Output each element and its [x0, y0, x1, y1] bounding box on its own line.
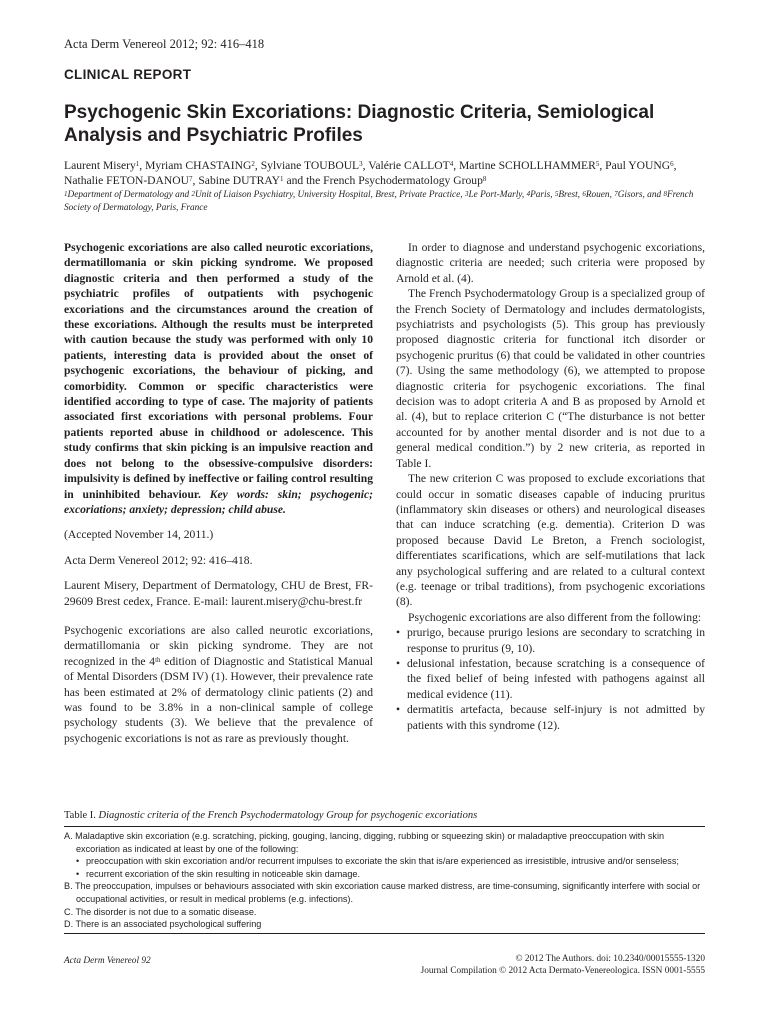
table-bottom-rule: [64, 933, 705, 934]
criteria-table: [64, 830, 705, 931]
affiliation-text: French Society of Dermatology, Paris, France: [64, 190, 694, 213]
affiliation-marker: 1: [64, 190, 68, 198]
paragraph: The new criterion C was proposed to exclude excoriations that could occur in somatic diseases capable of inducing pruritus (inflammatory skin diseases or others) and neurological diseases that can induce scratching (e.g. dementia). Criterion D was proposed because David Le Breton, a French sociologist, differentiates scarifications, which are self-mutilations that lack any psychological suffering and are related to a cultural context (e.g. teenage or tribal traditions), from psychogenic excoriations (8).: [396, 472, 705, 609]
author: Myriam CHASTAING: [145, 159, 252, 172]
intro-text: edition of Diagnostic and Statistical Manual of Mental Disorders (DSM IV) (1). However, their prevalence rate has been estimated at 2% of dermatology clinic patients (2) and was found to be 3.8% in a non-clinical sample of college psychology students (3). We believe that the prevalence of psychogenic excoriations is not as rare as previously thought.: [64, 654, 374, 745]
table-subitem: • recurrent excoriation of the skin resulting in noticeable skin damage.: [64, 868, 705, 881]
right-column: [396, 240, 705, 733]
paragraph: The French Psychodermatology Group is a specialized group of the French Society of Dermatology and includes dermatologists, psychiatrists and psychologists (5). This group has previously proposed diagnostic criteria for functional itch disorder or psychogenic pruritus (6) that could be validated in other countries (7). Using the same methodology (6), we attempted to propose diagnostic criteria for psychogenic excoriations. The final decision was to adopt criteria A and B as proposed by Arnold et al. (4), but to replace criterion C (“The disturbance is not better accounted for by another mental disorder and is not due to a general medical condition.”) by 2 new criteria, as reported in Table I.: [396, 287, 705, 470]
author-list: Laurent Misery$^1$, Myriam CHASTAING$^2$, Sylviane TOUBOUL$^3$, Valérie CALLOT$^4$, Martine SCHOLLHAMMER$^5$, Paul YOUNG$^6$, Nathalie FETON-DANOU$^7$, Sabine DUTRAY$^1$ and the French Psychodermatology Group$^8$: [64, 159, 677, 187]
author: Paul YOUNG: [605, 159, 671, 172]
affiliation-marker: 8: [663, 190, 667, 198]
table-row: D. There is an associated psychological suffering: [64, 919, 262, 930]
affiliation-marker: 6: [582, 190, 586, 198]
article-title: Psychogenic Skin Excoriations: Diagnostic Criteria, Semiological Analysis and Psychiatric Profiles: [64, 102, 655, 146]
accepted-date: (Accepted November 14, 2011.): [64, 528, 214, 542]
author: Martine SCHOLLHAMMER: [459, 159, 596, 172]
affiliation-text: Unit of Liaison Psychiatry, University Hospital, Brest, Private Practice,: [194, 190, 465, 200]
table-row: C. The disorder is not due to a somatic disease.: [64, 906, 257, 917]
footer-issn: Journal Compilation © 2012 Acta Dermato-Venereologica. ISSN 0001-5555: [420, 966, 705, 976]
affiliation-marker: 4: [449, 160, 454, 168]
intro-paragraph: [64, 623, 373, 746]
keywords: Key words: skin; psychogenic; excoriations; anxiety; depression; child abuse.: [64, 487, 373, 516]
affiliations: [64, 189, 714, 215]
affiliation-marker: 6: [670, 160, 674, 168]
affiliation-marker: 1: [280, 175, 284, 183]
paragraph: Psychogenic excoriations are also different from the following:: [408, 610, 702, 624]
list-item: • prurigo, because prurigo lesions are secondary to scratching in response to pruritus (9, 10).: [396, 625, 705, 656]
bullet-list: [396, 625, 705, 733]
affiliation-marker: 3: [464, 190, 469, 198]
paragraph: In order to diagnose and understand psychogenic excoriations, diagnostic criteria are needed; such criteria were proposed by Arnold et al. (4).: [396, 241, 705, 285]
table-label: Table I.: [64, 810, 96, 821]
correspondence: Laurent Misery, Department of Dermatology, CHU de Brest, FR-29609 Brest cedex, France. E-mail: laurent.misery@chu-brest.fr: [64, 579, 373, 608]
citation-repeat: Acta Derm Venereol 2012; 92: 416–418.: [64, 553, 253, 567]
affiliation-marker: 7: [614, 190, 618, 198]
footer-copyright: [400, 953, 705, 977]
table-caption-text: Diagnostic criteria of the French Psychodermatology Group for psychogenic excoriations: [98, 810, 478, 821]
affiliation-text: Rouen,: [585, 190, 615, 200]
affiliation-marker: 7: [189, 175, 193, 183]
affiliation-marker: 2: [191, 190, 195, 198]
journal-citation: Acta Derm Venereol 2012; 92: 416–418: [64, 37, 265, 51]
affiliation-text: Paris,: [530, 190, 555, 200]
footer-doi: © 2012 The Authors. doi: 10.2340/00015555-1320: [515, 954, 705, 964]
affiliation-text: Gisors, and: [617, 190, 664, 200]
affiliation-marker: 5: [595, 160, 600, 168]
affiliation-marker: 4: [526, 190, 531, 198]
author: Sabine DUTRAY: [198, 174, 281, 187]
left-column: [64, 240, 373, 746]
affiliation-marker: 8: [482, 175, 487, 183]
table-caption: [64, 810, 714, 821]
affiliation-text: Brest,: [558, 190, 583, 200]
author: Valérie CALLOT: [368, 159, 450, 172]
affiliation-text: Department of Dermatology and: [67, 190, 192, 200]
list-item: • dermatitis artefacta, because self-injury is not admitted by patients with this syndrome (12).: [396, 702, 705, 733]
affiliation-marker: 3: [359, 160, 363, 168]
author: Laurent Misery: [64, 159, 136, 172]
author: Nathalie FETON-DANOU: [64, 174, 190, 187]
table-row: A. Maladaptive skin excoriation (e.g. scratching, picking, gouging, lancing, digging, rubbing or squeezing skin) or maladaptive preoccupation with skin excoriation as indicated at least by one of the following:: [64, 831, 665, 854]
table-row: B. The preoccupation, impulses or behaviours associated with skin excoriation cause marked distress, are time-consuming, significantly interfere with social or occupational activities, or result in medical problems (e.g. infections).: [64, 881, 701, 904]
affiliation-marker: 1: [135, 160, 140, 168]
table-top-rule: [64, 826, 705, 827]
affiliation-marker: 5: [554, 190, 559, 198]
abstract: [64, 240, 373, 517]
author-group: and the French Psychodermatology Group: [286, 174, 483, 187]
footer-journal: Acta Derm Venereol 92: [64, 956, 151, 966]
ordinal-suffix: th: [155, 655, 161, 664]
list-item: • delusional infestation, because scratching is a consequence of the fixed belief of being infested with pathogens against all medical evidence (11).: [396, 656, 705, 702]
affiliation-marker: 2: [251, 160, 255, 168]
abstract-text: Psychogenic excoriations are also called neurotic excoriations, dermatillomania or skin picking syndrome. We proposed diagnostic criteria and then performed a study of the psychiatric profiles of outpatients with psychogenic excoriations and the circumstances around the creation of these excoriations. Although the results must be interpreted with caution because the study was performed with only 10 patients, interesting data is provided about the onset of psychogenic excoriations, the behaviour of picking, and comorbidity. Common or specific characteristics were identified according to type of case. The majority of patients associated first excoriations with personal problems. Four patients reported abuse in childhood or adolescence. This study confirms that skin picking is an impulsive reaction and does not belong to the obsessive-compulsive disorders: impulsivity is defined by ineffective or failing control resulting in uninhibited behaviour.: [64, 241, 373, 501]
author: Sylviane TOUBOUL: [260, 159, 360, 172]
section-label: CLINICAL REPORT: [64, 67, 192, 82]
affiliation-text: Le Port-Marly,: [468, 190, 527, 200]
intro-text: Psychogenic excoriations are also called neurotic excoriations, dermatillomania or skin picking syndrome. They are not recognized in the 4: [64, 623, 373, 668]
table-subitem: • preoccupation with skin excoriation and/or recurrent impulses to excoriate the skin that is/are experienced as irresistible, intrusive and/or senseless;: [64, 855, 705, 868]
